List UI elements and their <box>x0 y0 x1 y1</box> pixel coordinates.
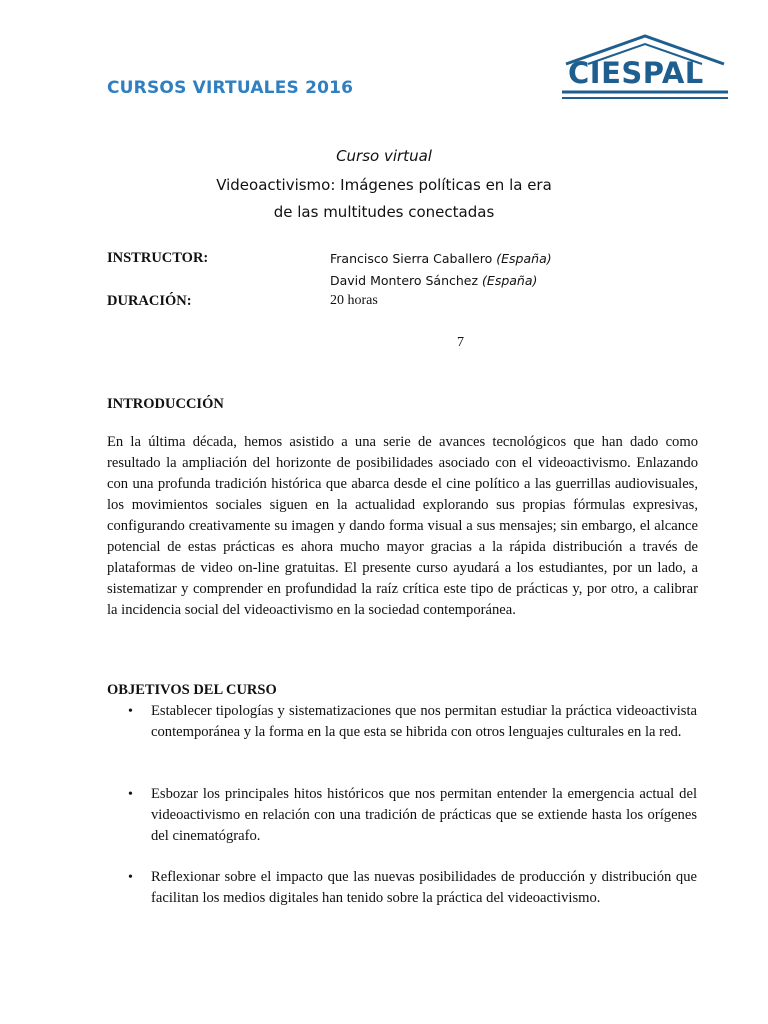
instructor-1-name: Francisco Sierra Caballero <box>330 251 493 266</box>
bullet-3: • <box>128 870 133 885</box>
intro-heading: INTRODUCCIÓN <box>107 396 224 412</box>
instructor-2-country: (España) <box>482 273 538 288</box>
logo-text: CIESPAL <box>568 56 704 90</box>
intro-paragraph: En la última década, hemos asistido a una serie de avances tecnológicos que han dado como resultado la ampliación del horizonte de posibilidades asociado con el videoactivismo. Enlazando con una profunda tradición histórica que abarca desde el cine político a las guerrillas audiovisuales, los movimientos sociales siguen en la actualidad explorando sus propias fórmulas expresivas, configurando creativamente su imagen y dando forma visual a sus mensajes; sin embargo, el alcance potencial de estas prácticas es ahora mucho mayor gracias a la rápida distribución a través de plataformas de video on-line gratuitas. El presente curso ayudará a los estudiantes, por un lado, a sistematizar y comprender en profundidad la raíz crítica este tipo de prácticas y, por otro, a calibrar la incidencia social del videoactivismo en la sociedad contemporánea. <box>107 434 698 618</box>
duration-label: DURACIÓN: <box>107 293 192 309</box>
objectives-heading: OBJETIVOS DEL CURSO <box>107 682 277 698</box>
course-kind: Curso virtual <box>336 147 432 165</box>
bullet-1: • <box>128 704 133 719</box>
objective-item-2: Esbozar los principales hitos históricos que nos permitan entender la emergencia actual del videoactivismo en relación con una tradición de prácticas que se extiende hasta los orígenes del cinematógrafo. <box>151 786 697 844</box>
instructor-1 <box>330 251 552 266</box>
objective-item-3: Reflexionar sobre el impacto que las nuevas posibilidades de producción y distribución que facilitan los medios digitales han tenido sobre la práctica del videoactivismo. <box>151 869 697 906</box>
page-number: 7 <box>457 335 464 350</box>
instructor-2 <box>330 273 537 288</box>
header-title: CURSOS VIRTUALES 2016 <box>107 78 354 98</box>
instructor-2-name: David Montero Sánchez <box>330 273 479 288</box>
instructor-1-country: (España) <box>496 251 552 266</box>
objective-item-1: Establecer tipologías y sistematizaciones que nos permitan estudiar la práctica videoactivista contemporánea y la forma en la que esta se hibrida con otros lenguajes culturales en la red. <box>151 703 697 740</box>
bullet-2: • <box>128 787 133 802</box>
duration-value: 20 horas <box>330 293 378 308</box>
instructor-label: INSTRUCTOR: <box>107 250 209 266</box>
course-title-line1: Videoactivismo: Imágenes políticas en la era <box>216 176 552 194</box>
ciespal-logo <box>560 34 730 102</box>
course-title-line2: de las multitudes conectadas <box>273 203 495 221</box>
